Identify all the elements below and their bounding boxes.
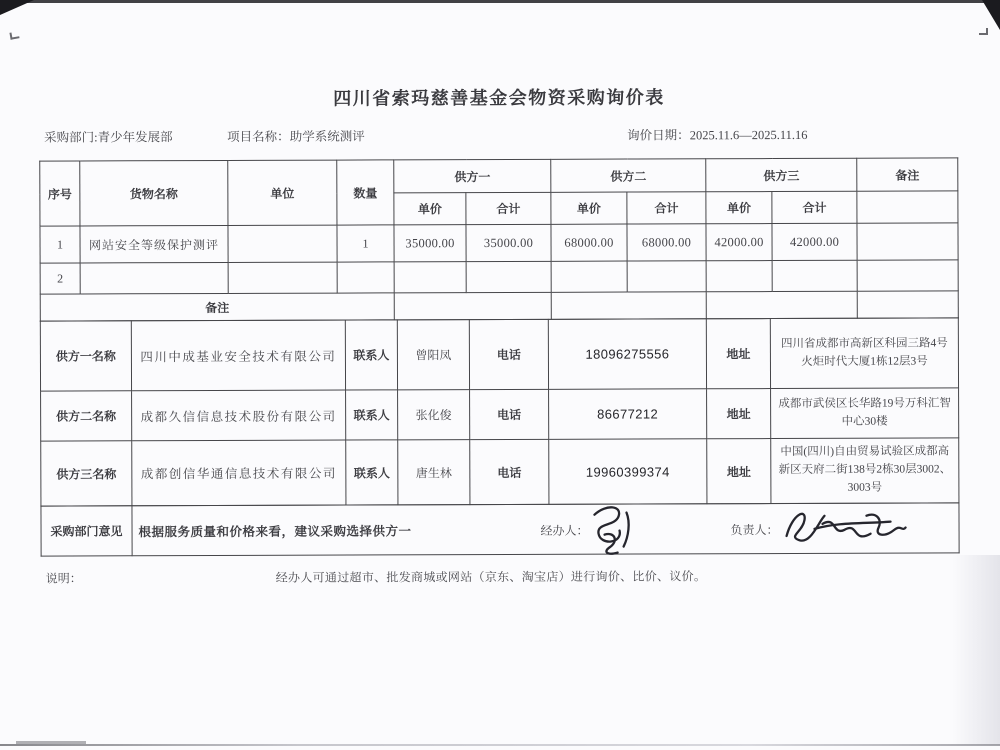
project-name-label: 项目名称： bbox=[227, 129, 290, 144]
footnote bbox=[46, 566, 959, 589]
project-name bbox=[227, 126, 365, 144]
contact-label: 联系人 bbox=[346, 440, 398, 505]
cell-s1-total: 35000.00 bbox=[466, 224, 551, 261]
footnote-label: 说明： bbox=[45, 571, 82, 586]
cell-s3-total bbox=[772, 260, 857, 291]
supplier3-phone: 19960399374 bbox=[549, 439, 707, 505]
cell-seq: 2 bbox=[40, 263, 80, 294]
table-row bbox=[40, 223, 958, 263]
procurement-department bbox=[44, 127, 173, 145]
supplier1-address: 四川省成都市高新区科园三路4号火炬时代大厦1栋12层3号 bbox=[770, 318, 958, 389]
supplier2-contact: 张化俊 bbox=[398, 390, 470, 440]
handler-signature bbox=[584, 500, 646, 558]
supplier-row bbox=[41, 388, 959, 441]
header-s1-total: 合计 bbox=[466, 192, 551, 224]
pricing-table bbox=[39, 157, 959, 321]
supplier2-address: 成都市武侯区长华路19号万科汇智中心30楼 bbox=[771, 388, 959, 439]
table-row bbox=[40, 260, 958, 294]
cell-unit bbox=[228, 262, 337, 293]
phone-label: 电话 bbox=[469, 319, 548, 389]
procurement-department-value: 青少年发展部 bbox=[97, 130, 173, 145]
form-tables bbox=[39, 158, 958, 556]
header-s2-total: 合计 bbox=[627, 192, 706, 224]
cell-s1-total bbox=[466, 261, 551, 292]
header-supplier2: 供方二 bbox=[551, 159, 706, 193]
phone-label: 电话 bbox=[470, 439, 549, 504]
supplier-table bbox=[40, 317, 960, 506]
opinion-label: 采购部门意见 bbox=[41, 506, 132, 556]
cell-goods bbox=[80, 262, 228, 294]
page-title: 四川省索玛慈善基金会物资采购询价表 bbox=[333, 87, 665, 109]
inquiry-date bbox=[627, 125, 807, 144]
cell-qty bbox=[337, 262, 394, 293]
supplier3-name-label: 供方三名称 bbox=[41, 441, 132, 506]
handler-label: 经办人： bbox=[540, 523, 589, 538]
opinion-row bbox=[41, 503, 959, 556]
cell-remark bbox=[857, 260, 958, 291]
cell-s2-total bbox=[627, 261, 706, 292]
cell-s3-price bbox=[706, 261, 772, 292]
remark-row-s1-cell bbox=[394, 292, 551, 320]
cell-s2-price bbox=[551, 261, 627, 292]
contact-label: 联系人 bbox=[345, 320, 397, 390]
supplier-row bbox=[41, 438, 959, 506]
remark-row-s2-cell bbox=[551, 292, 706, 320]
footnote-text: 经办人可通过超市、批发商城或网站（京东、淘宝店）进行询价、比价、议价。 bbox=[275, 569, 707, 585]
supplier3-contact: 唐生林 bbox=[398, 440, 470, 505]
opinion-text: 根据服务质量和价格来看，建议采购选择供方一 bbox=[138, 523, 412, 539]
project-name-value: 助学系统测评 bbox=[289, 129, 365, 144]
address-label: 地址 bbox=[707, 389, 771, 439]
header-row-1 bbox=[40, 158, 958, 194]
cell-remark bbox=[857, 223, 958, 260]
supplier-row bbox=[40, 318, 958, 391]
address-label: 地址 bbox=[707, 439, 771, 504]
supplier2-name: 成都久信信息技术股份有限公司 bbox=[132, 390, 346, 441]
remark-row-label: 备注 bbox=[40, 293, 394, 321]
header-qty: 数量 bbox=[337, 160, 394, 225]
address-label: 地址 bbox=[706, 319, 770, 389]
remark-row bbox=[40, 291, 958, 321]
contact-label: 联系人 bbox=[346, 390, 398, 440]
cell-qty: 1 bbox=[337, 225, 394, 262]
supplier1-name: 四川中成基业安全技术有限公司 bbox=[131, 320, 345, 391]
cell-seq: 1 bbox=[40, 226, 80, 263]
cell-s3-price: 42000.00 bbox=[706, 224, 772, 261]
opinion-table bbox=[40, 502, 959, 556]
inquiry-date-label: 询价日期： bbox=[627, 128, 690, 143]
header-supplier1: 供方一 bbox=[394, 159, 551, 193]
cell-s1-price: 35000.00 bbox=[394, 225, 466, 262]
cell-s1-price bbox=[394, 262, 466, 293]
cell-s3-total: 42000.00 bbox=[772, 223, 857, 260]
cell-goods: 网站安全等级保护测评 bbox=[80, 225, 228, 263]
supplier3-name: 成都创信华通信息技术有限公司 bbox=[132, 440, 346, 506]
phone-label: 电话 bbox=[470, 389, 549, 439]
header-s2-unit-price: 单价 bbox=[551, 192, 627, 224]
form-meta-row bbox=[39, 124, 957, 147]
procurement-department-label: 采购部门: bbox=[44, 130, 98, 145]
supplier1-name-label: 供方一名称 bbox=[40, 321, 131, 391]
header-remark: 备注 bbox=[857, 158, 958, 191]
supplier2-name-label: 供方二名称 bbox=[41, 391, 132, 441]
header-supplier3: 供方三 bbox=[706, 158, 857, 192]
header-s3-unit-price: 单价 bbox=[706, 192, 772, 224]
remark-row-s3-cell bbox=[706, 291, 857, 319]
cell-unit bbox=[228, 225, 337, 262]
supplier1-contact: 曾阳凤 bbox=[397, 320, 469, 390]
cell-s2-price: 68000.00 bbox=[551, 224, 627, 261]
manager-signature bbox=[778, 502, 910, 556]
cell-s2-total: 68000.00 bbox=[627, 224, 706, 261]
supplier1-phone: 18096275556 bbox=[548, 319, 706, 390]
header-s1-unit-price: 单价 bbox=[394, 193, 466, 225]
header-unit: 单位 bbox=[228, 160, 337, 225]
inquiry-date-value: 2025.11.6—2025.11.16 bbox=[689, 127, 808, 143]
header-remark-sub-cell bbox=[857, 191, 958, 223]
supplier3-address: 中国(四川)自由贸易试验区成都高新区天府二街138号2栋30层3002、3003号 bbox=[771, 438, 959, 504]
header-seq: 序号 bbox=[40, 161, 80, 226]
manager-label: 负责人： bbox=[730, 523, 779, 538]
header-s3-total: 合计 bbox=[772, 191, 857, 223]
remark-row-remark-cell bbox=[857, 291, 958, 318]
supplier2-phone: 86677212 bbox=[549, 389, 707, 440]
header-goods: 货物名称 bbox=[80, 160, 228, 226]
opinion-cell bbox=[132, 503, 959, 556]
